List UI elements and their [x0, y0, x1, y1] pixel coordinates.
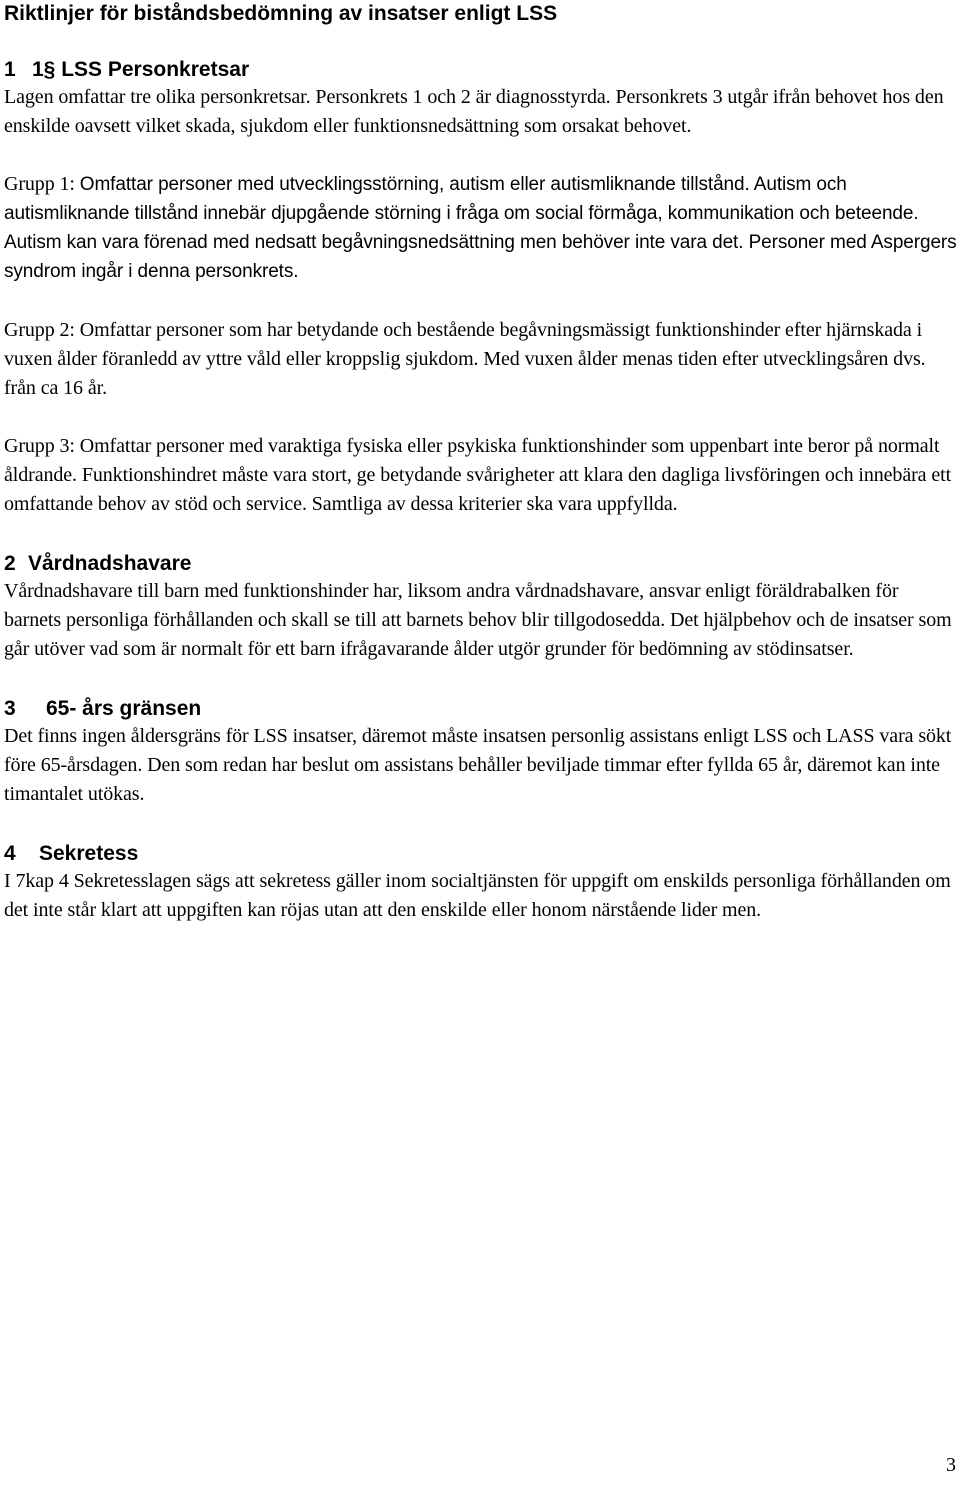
- section-2-number: 2: [4, 552, 16, 575]
- section-3-heading: [4, 695, 958, 722]
- document-page: [4, 0, 958, 925]
- section-1-grupp-3: Grupp 3: Omfattar personer med varaktiga fysiska eller psykiska funktionshinder som uppenbart inte beror på normalt åldrande. Funktionshindret måste vara stort, ge betydande svårigheter att klara den dagliga livsföringen och innebära ett omfattande behov av stöd och service. Samtliga av dessa kriterier ska vara uppfyllda.: [4, 435, 952, 515]
- section-1-title: 1§ LSS Personkretsar: [32, 58, 250, 81]
- section-3-text: Det finns ingen åldersgräns för LSS insatser, däremot måste insatsen personlig assistans enligt LSS och LASS vara sökt före 65-årsdagen. Den som redan har beslut om assistans behåller beviljade timmar efter fyllda 65 år, däremot kan inte timantalet utökas.: [4, 725, 952, 805]
- section-3-title: 65- års gränsen: [46, 697, 202, 720]
- grupp-1-label: Grupp 1:: [4, 173, 75, 195]
- page-number: 3: [946, 1454, 956, 1476]
- section-2-text: Vårdnadshavare till barn med funktionshinder har, liksom andra vårdnadshavare, ansvar enligt föräldrabalken för barnets personliga förhållanden och skall se till att barnets behov blir tillgodosedda. Det hjälpbehov och de insatser som går utöver vad som är normalt för ett barn ifrågavarande ålder utgör grunder för bedömning av stödinsatser.: [4, 580, 952, 660]
- section-4-text: I 7kap 4 Sekretesslagen sägs att sekretess gäller inom socialtjänsten för uppgift om enskilds personliga förhållanden om det inte står klart att uppgiften kan röjas utan att den enskilde eller honom närstående lider men.: [4, 870, 951, 921]
- section-4-number: 4: [4, 842, 16, 865]
- section-4-heading: [4, 840, 958, 867]
- section-4-title: Sekretess: [39, 842, 139, 865]
- section-3-number: 3: [4, 697, 16, 720]
- document-title: Riktlinjer för biståndsbedömning av insatser enligt LSS: [4, 2, 558, 25]
- section-1-heading: [4, 56, 958, 83]
- section-1-grupp-2: Grupp 2: Omfattar personer som har betydande och bestående begåvningsmässigt funktionshinder efter hjärnskada i vuxen ålder föranledd av yttre våld eller kroppslig sjukdom. Med vuxen ålder menas tiden efter utvecklingsåren dvs. från ca 16 år.: [4, 319, 926, 399]
- section-1-grupp-1: [4, 170, 958, 286]
- section-1-number: 1: [4, 58, 16, 81]
- section-2-title: Vårdnadshavare: [28, 552, 192, 575]
- section-2-heading: [4, 550, 958, 577]
- grupp-1-text: Omfattar personer med utvecklingsstörning, autism eller autismliknande tillstånd. Autism och autismliknande tillstånd innebär djupgående störning i fråga om social förmåga, kommunikation och beteende. Autism kan vara förenad med nedsatt begåvningsnedsättning men behöver inte vara det. Personer med Aspergers syndrom ingår i denna personkrets.: [4, 174, 957, 282]
- section-1-intro: Lagen omfattar tre olika personkretsar. Personkrets 1 och 2 är diagnosstyrda. Personkrets 3 utgår ifrån behovet hos den enskilde oavsett vilket skada, sjukdom eller funktionsnedsättning som orsakat behovet.: [4, 86, 944, 137]
